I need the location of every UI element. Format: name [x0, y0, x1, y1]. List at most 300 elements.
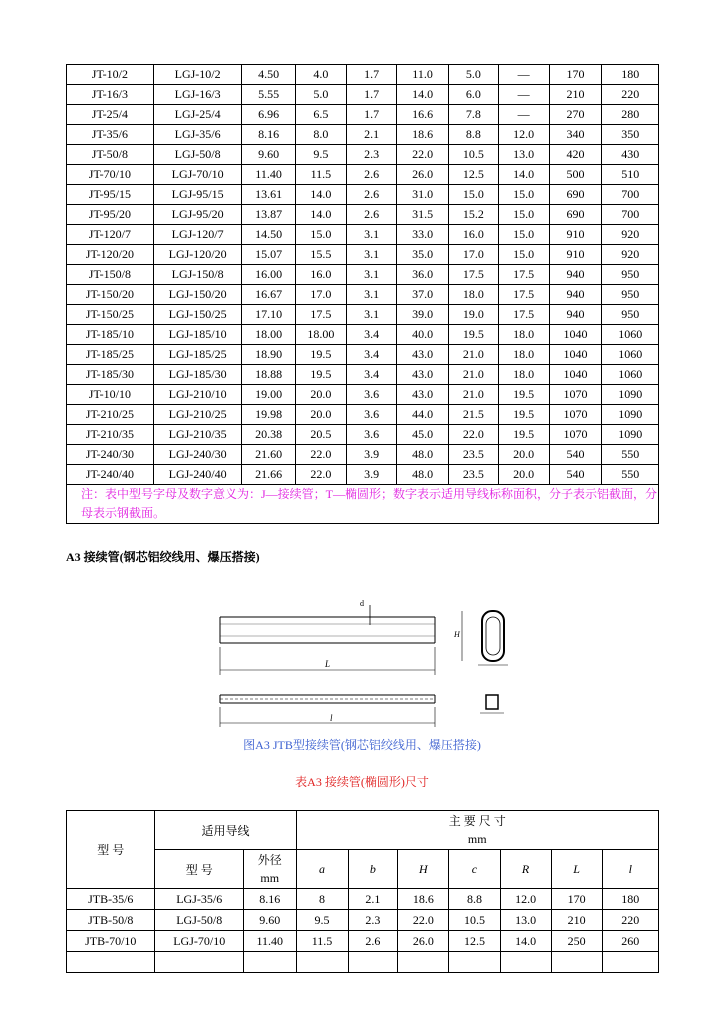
- table-cell: JT-185/25: [67, 345, 154, 365]
- table-note: 注：表中型号字母及数字意义为：J—接续管；T—椭圆形；数字表示适用导线标称面积，分子表示铝截面，分母表示钢截面。: [67, 485, 659, 524]
- table-cell: JT-10/2: [67, 65, 154, 85]
- table-cell: 1040: [549, 345, 602, 365]
- table-cell: JT-150/8: [67, 265, 154, 285]
- table-cell: JT-185/10: [67, 325, 154, 345]
- table-row: [67, 952, 659, 973]
- table-cell: 20.0: [295, 385, 346, 405]
- table-cell: 430: [602, 145, 659, 165]
- table-cell: JT-16/3: [67, 85, 154, 105]
- table-row: [67, 305, 659, 325]
- table-cell: 21.0: [448, 365, 498, 385]
- dimension-table-a2: [66, 64, 659, 524]
- table-cell: LGJ-70/10: [155, 931, 244, 952]
- table-row: [67, 205, 659, 225]
- table-cell: 20.5: [295, 425, 346, 445]
- table-cell: 36.0: [397, 265, 449, 285]
- table-cell: 1040: [549, 325, 602, 345]
- table-cell: LGJ-150/20: [153, 285, 242, 305]
- table-cell: 31.5: [397, 205, 449, 225]
- table-cell: —: [498, 105, 549, 125]
- table-cell: 1070: [549, 405, 602, 425]
- table-cell: 15.0: [448, 185, 498, 205]
- table-cell: LGJ-25/4: [153, 105, 242, 125]
- table-cell: LGJ-50/8: [153, 145, 242, 165]
- table-cell: 550: [602, 465, 659, 485]
- table-cell: 3.6: [347, 425, 397, 445]
- table-cell: LGJ-35/6: [155, 889, 244, 910]
- header-col-H: H: [398, 850, 449, 889]
- table-cell: 920: [602, 225, 659, 245]
- table-cell: 16.0: [295, 265, 346, 285]
- table-cell: JTB-50/8: [67, 910, 155, 931]
- table-row: [67, 325, 659, 345]
- table-cell: 17.5: [295, 305, 346, 325]
- table-cell: 14.50: [242, 225, 295, 245]
- table-cell: 280: [602, 105, 659, 125]
- table-cell: 16.6: [397, 105, 449, 125]
- table-cell: JT-240/30: [67, 445, 154, 465]
- table-cell: 9.60: [243, 910, 296, 931]
- label-L: L: [325, 659, 331, 669]
- table-cell: 940: [549, 285, 602, 305]
- table-row: [67, 165, 659, 185]
- table-cell: 8.16: [242, 125, 295, 145]
- table-cell: 3.1: [347, 285, 397, 305]
- table-cell: 910: [549, 225, 602, 245]
- table-cell: 3.9: [347, 445, 397, 465]
- table-cell: 19.5: [448, 325, 498, 345]
- table-cell: LGJ-210/25: [153, 405, 242, 425]
- table-cell: 250: [551, 931, 602, 952]
- table-row: [67, 265, 659, 285]
- table-cell: 39.0: [397, 305, 449, 325]
- table-cell: 16.00: [242, 265, 295, 285]
- table-cell: 9.5: [296, 910, 348, 931]
- table-cell: 5.0: [448, 65, 498, 85]
- table-cell: JT-95/20: [67, 205, 154, 225]
- table-cell: 6.96: [242, 105, 295, 125]
- table-row: [67, 185, 659, 205]
- table-cell: 3.6: [347, 385, 397, 405]
- table-a3-title: 表A3 接续管(椭圆形)尺寸: [295, 775, 429, 789]
- table-cell: JT-150/20: [67, 285, 154, 305]
- table-cell: 44.0: [397, 405, 449, 425]
- table-row: [67, 445, 659, 465]
- table-cell: 26.0: [397, 165, 449, 185]
- table-cell: 2.3: [348, 910, 398, 931]
- header-type: 型 号: [67, 811, 155, 889]
- table-cell: 14.0: [295, 205, 346, 225]
- table-cell: 18.0: [498, 345, 549, 365]
- table-cell: 19.5: [498, 405, 549, 425]
- label-l: l: [330, 713, 333, 723]
- table-cell: 19.5: [498, 385, 549, 405]
- table-cell: [296, 952, 348, 973]
- table-cell: 15.5: [295, 245, 346, 265]
- table-cell: 15.07: [242, 245, 295, 265]
- table-row: [67, 85, 659, 105]
- table-cell: 14.0: [498, 165, 549, 185]
- table-cell: 13.87: [242, 205, 295, 225]
- table-cell: 17.0: [448, 245, 498, 265]
- table-cell: 23.5: [448, 465, 498, 485]
- table-cell: 22.0: [295, 465, 346, 485]
- table-cell: 3.1: [347, 305, 397, 325]
- table-cell: 2.1: [347, 125, 397, 145]
- table-cell: 19.00: [242, 385, 295, 405]
- table-row: [67, 145, 659, 165]
- table-cell: 170: [551, 889, 602, 910]
- table-cell: 19.5: [295, 345, 346, 365]
- table-cell: [348, 952, 398, 973]
- table-cell: JT-35/6: [67, 125, 154, 145]
- table-cell: 1060: [602, 325, 659, 345]
- table-cell: 500: [549, 165, 602, 185]
- table-cell: 690: [549, 185, 602, 205]
- table-cell: 690: [549, 205, 602, 225]
- table-cell: 2.6: [348, 931, 398, 952]
- label-d: d: [360, 599, 364, 608]
- tube-cross-section: [462, 611, 508, 665]
- table-cell: 15.0: [498, 245, 549, 265]
- table-cell: 3.1: [347, 245, 397, 265]
- table-row: [67, 931, 659, 952]
- table-cell: 940: [549, 305, 602, 325]
- table-cell: 18.00: [295, 325, 346, 345]
- table-cell: 3.4: [347, 365, 397, 385]
- table-row: [67, 245, 659, 265]
- table-cell: 14.0: [397, 85, 449, 105]
- table-cell: 18.0: [448, 285, 498, 305]
- table-cell: 350: [602, 125, 659, 145]
- table-cell: 220: [602, 85, 659, 105]
- table-cell: [155, 952, 244, 973]
- table-cell: LGJ-50/8: [155, 910, 244, 931]
- table-cell: 40.0: [397, 325, 449, 345]
- table-cell: 1090: [602, 385, 659, 405]
- table-cell: 220: [602, 910, 658, 931]
- table-cell: 9.5: [295, 145, 346, 165]
- table-cell: 15.0: [498, 205, 549, 225]
- table-cell: 12.5: [449, 931, 500, 952]
- table-cell: LGJ-150/25: [153, 305, 242, 325]
- table-cell: 15.0: [498, 185, 549, 205]
- table-cell: 910: [549, 245, 602, 265]
- table-cell: 4.50: [242, 65, 295, 85]
- table-cell: LGJ-120/20: [153, 245, 242, 265]
- table-cell: LGJ-10/2: [153, 65, 242, 85]
- table-cell: 18.6: [398, 889, 449, 910]
- table-cell: 8.8: [448, 125, 498, 145]
- table-cell: LGJ-185/30: [153, 365, 242, 385]
- header-outer-diameter: 外径 mm: [243, 850, 296, 889]
- table-row: [67, 105, 659, 125]
- table-cell: JT-210/35: [67, 425, 154, 445]
- table-cell: 12.0: [500, 889, 551, 910]
- table-cell: 18.88: [242, 365, 295, 385]
- table-row: [67, 345, 659, 365]
- table-cell: LGJ-120/7: [153, 225, 242, 245]
- table-cell: 340: [549, 125, 602, 145]
- table-cell: 700: [602, 205, 659, 225]
- section-heading: A3 接续管(钢芯铝绞线用、爆压搭接): [66, 550, 260, 564]
- table-cell: 3.1: [347, 265, 397, 285]
- header-main-dims: 主 要 尺 寸 mm: [296, 811, 658, 850]
- table-row: [67, 910, 659, 931]
- table-cell: 13.0: [500, 910, 551, 931]
- table-cell: 180: [602, 65, 659, 85]
- table-row: [67, 889, 659, 910]
- table-cell: 19.5: [295, 365, 346, 385]
- table-cell: 23.5: [448, 445, 498, 465]
- dimension-table-a3: [66, 810, 659, 973]
- table-cell: 20.38: [242, 425, 295, 445]
- table-row: [67, 425, 659, 445]
- table-cell: 12.5: [448, 165, 498, 185]
- table-cell: LGJ-16/3: [153, 85, 242, 105]
- table-cell: 540: [549, 445, 602, 465]
- table-cell: 6.5: [295, 105, 346, 125]
- table-cell: 43.0: [397, 365, 449, 385]
- table-cell: [500, 952, 551, 973]
- table-cell: 9.60: [242, 145, 295, 165]
- table-cell: JT-150/25: [67, 305, 154, 325]
- table-cell: 18.90: [242, 345, 295, 365]
- table-cell: JT-185/30: [67, 365, 154, 385]
- table-cell: 17.5: [498, 285, 549, 305]
- table-cell: 19.98: [242, 405, 295, 425]
- table-cell: JT-210/25: [67, 405, 154, 425]
- table-cell: 22.0: [448, 425, 498, 445]
- table-cell: 14.0: [295, 185, 346, 205]
- table-cell: 8.0: [295, 125, 346, 145]
- table-cell: 1060: [602, 345, 659, 365]
- table-cell: JTB-35/6: [67, 889, 155, 910]
- header-col-L: L: [551, 850, 602, 889]
- table-row: [67, 465, 659, 485]
- table-cell: 21.0: [448, 345, 498, 365]
- table-cell: LGJ-240/40: [153, 465, 242, 485]
- table-cell: 15.0: [295, 225, 346, 245]
- table-cell: 1.7: [347, 65, 397, 85]
- table-row: [67, 125, 659, 145]
- table-cell: JT-120/20: [67, 245, 154, 265]
- table-cell: LGJ-210/10: [153, 385, 242, 405]
- table-cell: 33.0: [397, 225, 449, 245]
- table-cell: [67, 952, 155, 973]
- table-cell: 13.61: [242, 185, 295, 205]
- table-cell: 1090: [602, 405, 659, 425]
- table-cell: 22.0: [295, 445, 346, 465]
- table-cell: 11.0: [397, 65, 449, 85]
- table-cell: 48.0: [397, 465, 449, 485]
- table-cell: 1070: [549, 425, 602, 445]
- label-H: H: [454, 630, 460, 639]
- jtb-connector-figure: [200, 595, 530, 730]
- table-cell: 11.5: [296, 931, 348, 952]
- table-cell: 11.5: [295, 165, 346, 185]
- table-cell: 10.5: [449, 910, 500, 931]
- table-cell: [243, 952, 296, 973]
- table-row: [67, 65, 659, 85]
- header-col-c: c: [449, 850, 500, 889]
- table-cell: 1070: [549, 385, 602, 405]
- table-cell: 13.0: [498, 145, 549, 165]
- table-cell: 21.5: [448, 405, 498, 425]
- table-cell: [551, 952, 602, 973]
- table-cell: 20.0: [295, 405, 346, 425]
- table-cell: 700: [602, 185, 659, 205]
- table-cell: 15.2: [448, 205, 498, 225]
- table-row: [67, 405, 659, 425]
- table-cell: LGJ-185/10: [153, 325, 242, 345]
- header-wire-type: 型 号: [155, 850, 244, 889]
- table-cell: LGJ-95/15: [153, 185, 242, 205]
- table-cell: 18.00: [242, 325, 295, 345]
- table-cell: 920: [602, 245, 659, 265]
- table-cell: —: [498, 65, 549, 85]
- table-cell: [398, 952, 449, 973]
- table-cell: 510: [602, 165, 659, 185]
- table-cell: 3.4: [347, 345, 397, 365]
- table-cell: 950: [602, 305, 659, 325]
- table-cell: 6.0: [448, 85, 498, 105]
- table-cell: LGJ-35/6: [153, 125, 242, 145]
- table-cell: 48.0: [397, 445, 449, 465]
- table-cell: JT-240/40: [67, 465, 154, 485]
- table-cell: 1090: [602, 425, 659, 445]
- header-col-R: R: [500, 850, 551, 889]
- table-cell: LGJ-240/30: [153, 445, 242, 465]
- table-row: [67, 285, 659, 305]
- header-col-l: l: [602, 850, 658, 889]
- table-cell: 17.5: [498, 305, 549, 325]
- table-cell: 16.0: [448, 225, 498, 245]
- table-cell: 540: [549, 465, 602, 485]
- table-cell: 22.0: [397, 145, 449, 165]
- table-cell: JT-70/10: [67, 165, 154, 185]
- table-cell: 20.0: [498, 445, 549, 465]
- table-cell: 3.4: [347, 325, 397, 345]
- table-cell: 17.10: [242, 305, 295, 325]
- table-cell: 43.0: [397, 345, 449, 365]
- table-cell: LGJ-95/20: [153, 205, 242, 225]
- table-cell: 20.0: [498, 465, 549, 485]
- table-cell: 210: [549, 85, 602, 105]
- table-cell: 22.0: [398, 910, 449, 931]
- table-cell: 950: [602, 285, 659, 305]
- table-cell: —: [498, 85, 549, 105]
- table-cell: JT-50/8: [67, 145, 154, 165]
- table-cell: JT-25/4: [67, 105, 154, 125]
- table-cell: 18.0: [498, 325, 549, 345]
- table-cell: 1.7: [347, 105, 397, 125]
- table-cell: 210: [551, 910, 602, 931]
- table-cell: 5.55: [242, 85, 295, 105]
- table-cell: 170: [549, 65, 602, 85]
- table-cell: 17.0: [295, 285, 346, 305]
- table-cell: 3.9: [347, 465, 397, 485]
- table-cell: 3.1: [347, 225, 397, 245]
- table-cell: 1040: [549, 365, 602, 385]
- table-cell: 8.16: [243, 889, 296, 910]
- table-cell: JT-10/10: [67, 385, 154, 405]
- table-cell: 17.5: [448, 265, 498, 285]
- table-cell: 43.0: [397, 385, 449, 405]
- table-cell: LGJ-210/35: [153, 425, 242, 445]
- table-cell: 8.8: [449, 889, 500, 910]
- table-cell: 11.40: [243, 931, 296, 952]
- table-cell: LGJ-70/10: [153, 165, 242, 185]
- table-cell: JTB-70/10: [67, 931, 155, 952]
- table-row: [67, 365, 659, 385]
- table-cell: LGJ-150/8: [153, 265, 242, 285]
- table-cell: 21.66: [242, 465, 295, 485]
- header-col-a: a: [296, 850, 348, 889]
- table-cell: 420: [549, 145, 602, 165]
- table-cell: 37.0: [397, 285, 449, 305]
- table-cell: 11.40: [242, 165, 295, 185]
- table-cell: 5.0: [295, 85, 346, 105]
- table-cell: 7.8: [448, 105, 498, 125]
- table-cell: JT-120/7: [67, 225, 154, 245]
- table-cell: JT-95/15: [67, 185, 154, 205]
- table-cell: 21.60: [242, 445, 295, 465]
- table-cell: 260: [602, 931, 658, 952]
- table-cell: 2.1: [348, 889, 398, 910]
- table-cell: 940: [549, 265, 602, 285]
- table-cell: 2.6: [347, 205, 397, 225]
- table-cell: 12.0: [498, 125, 549, 145]
- table-cell: 16.67: [242, 285, 295, 305]
- table-cell: 270: [549, 105, 602, 125]
- table-cell: 2.6: [347, 185, 397, 205]
- table-cell: 2.6: [347, 165, 397, 185]
- table-cell: [602, 952, 658, 973]
- table-cell: 35.0: [397, 245, 449, 265]
- table-cell: 26.0: [398, 931, 449, 952]
- header-col-b: b: [348, 850, 398, 889]
- table-cell: 1060: [602, 365, 659, 385]
- table-cell: 18.6: [397, 125, 449, 145]
- table-cell: 1.7: [347, 85, 397, 105]
- table-cell: 2.3: [347, 145, 397, 165]
- figure-caption: 图A3 JTB型接续管(钢芯铝绞线用、爆压搭接): [243, 738, 481, 752]
- table-cell: 21.0: [448, 385, 498, 405]
- table-cell: 8: [296, 889, 348, 910]
- table-cell: 31.0: [397, 185, 449, 205]
- table-cell: 180: [602, 889, 658, 910]
- table-cell: 19.5: [498, 425, 549, 445]
- table-cell: 17.5: [498, 265, 549, 285]
- table-cell: 10.5: [448, 145, 498, 165]
- table-cell: 14.0: [500, 931, 551, 952]
- table-cell: 18.0: [498, 365, 549, 385]
- table-cell: [449, 952, 500, 973]
- table-cell: 45.0: [397, 425, 449, 445]
- header-wire: 适用导线: [155, 811, 296, 850]
- table-row: [67, 225, 659, 245]
- table-cell: 4.0: [295, 65, 346, 85]
- table-cell: 950: [602, 265, 659, 285]
- table-cell: LGJ-185/25: [153, 345, 242, 365]
- table-row: [67, 385, 659, 405]
- table-cell: 15.0: [498, 225, 549, 245]
- table-cell: 19.0: [448, 305, 498, 325]
- table-cell: 3.6: [347, 405, 397, 425]
- tube-overlap-view: [220, 695, 504, 727]
- table-cell: 550: [602, 445, 659, 465]
